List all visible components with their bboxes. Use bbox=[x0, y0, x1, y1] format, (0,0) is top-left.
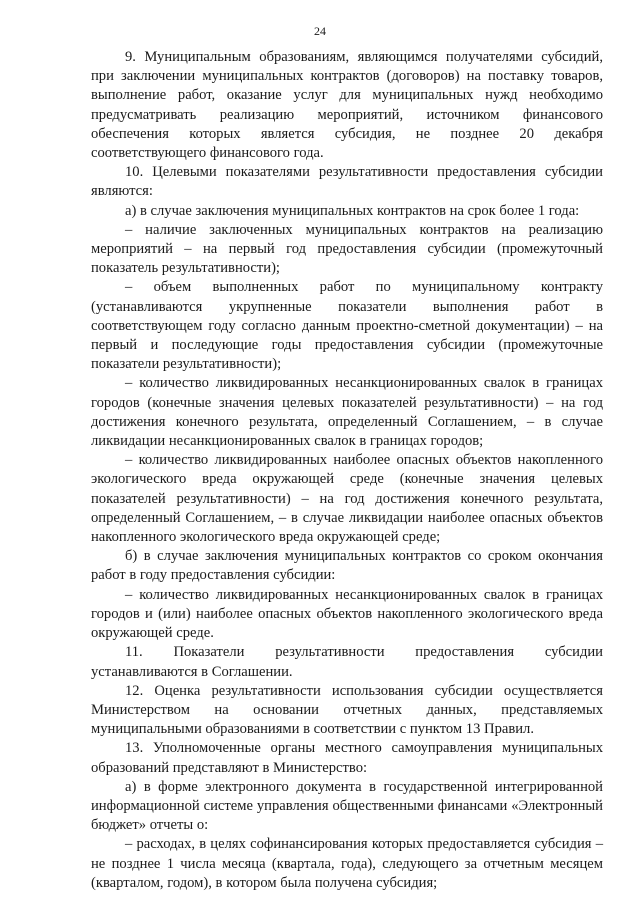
page-number: 24 bbox=[314, 24, 326, 38]
document-body bbox=[91, 48, 603, 893]
list-item: – расходах, в целях софинансирования которых предоставляется субсидия – не позднее 1 числа месяца (квартала, года), следующего за отчетным месяцем (кварталом, годом), в котором была получена субсидия; bbox=[91, 836, 603, 891]
list-item: – количество ликвидированных несанкционированных свалок в границах городов и (или) наиболее опасных объектов накопленного экологического вреда окружающей среде. bbox=[91, 586, 603, 642]
list-item: – объем выполненных работ по муниципальному контракту (устанавливаются укрупненные показатели выполнения работ в соответствующем году согласно данным проектно-сметной документации) – на первый и последующие годы предоставления субсидии (промежуточные показатели результативности); bbox=[91, 279, 603, 373]
paragraph-13a: а) в форме электронного документа в государственной интегрированной информационной системе управления общественными финансами «Электронный бюджет» отчеты о: bbox=[91, 778, 603, 834]
paragraph-10a: а) в случае заключения муниципальных контрактов на срок более 1 года: bbox=[125, 202, 580, 219]
list-item: – наличие заключенных муниципальных контрактов на реализацию мероприятий – на первый год предоставления субсидии (промежуточный показатель результативности); bbox=[91, 221, 603, 277]
paragraph-10b: б) в случае заключения муниципальных контрактов со сроком окончания работ в году предоставления субсидии: bbox=[91, 548, 603, 584]
paragraph-11: 11. Показатели результативности предоставления субсидии устанавливаются в Соглашении. bbox=[91, 644, 603, 680]
list-item: – количество ликвидированных несанкционированных свалок в границах городов (конечные значения целевых показателей результативности) – на год достижения конечного результата, определенный Соглашением, – в случае ликвидации несанкционированных свалок в границах городов; bbox=[91, 375, 603, 450]
paragraph-12: 12. Оценка результативности использования субсидии осуществляется Министерством на основании отчетных данных, представляемых муниципальными образованиями в соответствии с пунктом 13 Правил. bbox=[91, 682, 603, 738]
paragraph-13: 13. Уполномоченные органы местного самоуправления муниципальных образований представляют в Министерство: bbox=[91, 740, 603, 776]
paragraph-10: 10. Целевыми показателями результативности предоставления субсидии являются: bbox=[91, 164, 603, 200]
paragraph-9: 9. Муниципальным образованиям, являющимся получателями субсидий, при заключении муниципальных контрактов (договоров) на поставку товаров, выполнение работ, оказание услуг для муниципальных нужд необходимо предусматривать реализацию мероприятий, источником финансового обеспечения которых является субсидия, не позднее 20 декабря соответствующего финансового года. bbox=[91, 49, 603, 162]
list-item: – количество ликвидированных наиболее опасных объектов накопленного экологического вреда окружающей среде (конечные значения целевых показателей результативности) – на год достижения конечного результата, определенный Соглашением, – в случае ликвидации наиболее опасных объектов накопленного экологического вреда окружающей среде; bbox=[91, 452, 603, 546]
